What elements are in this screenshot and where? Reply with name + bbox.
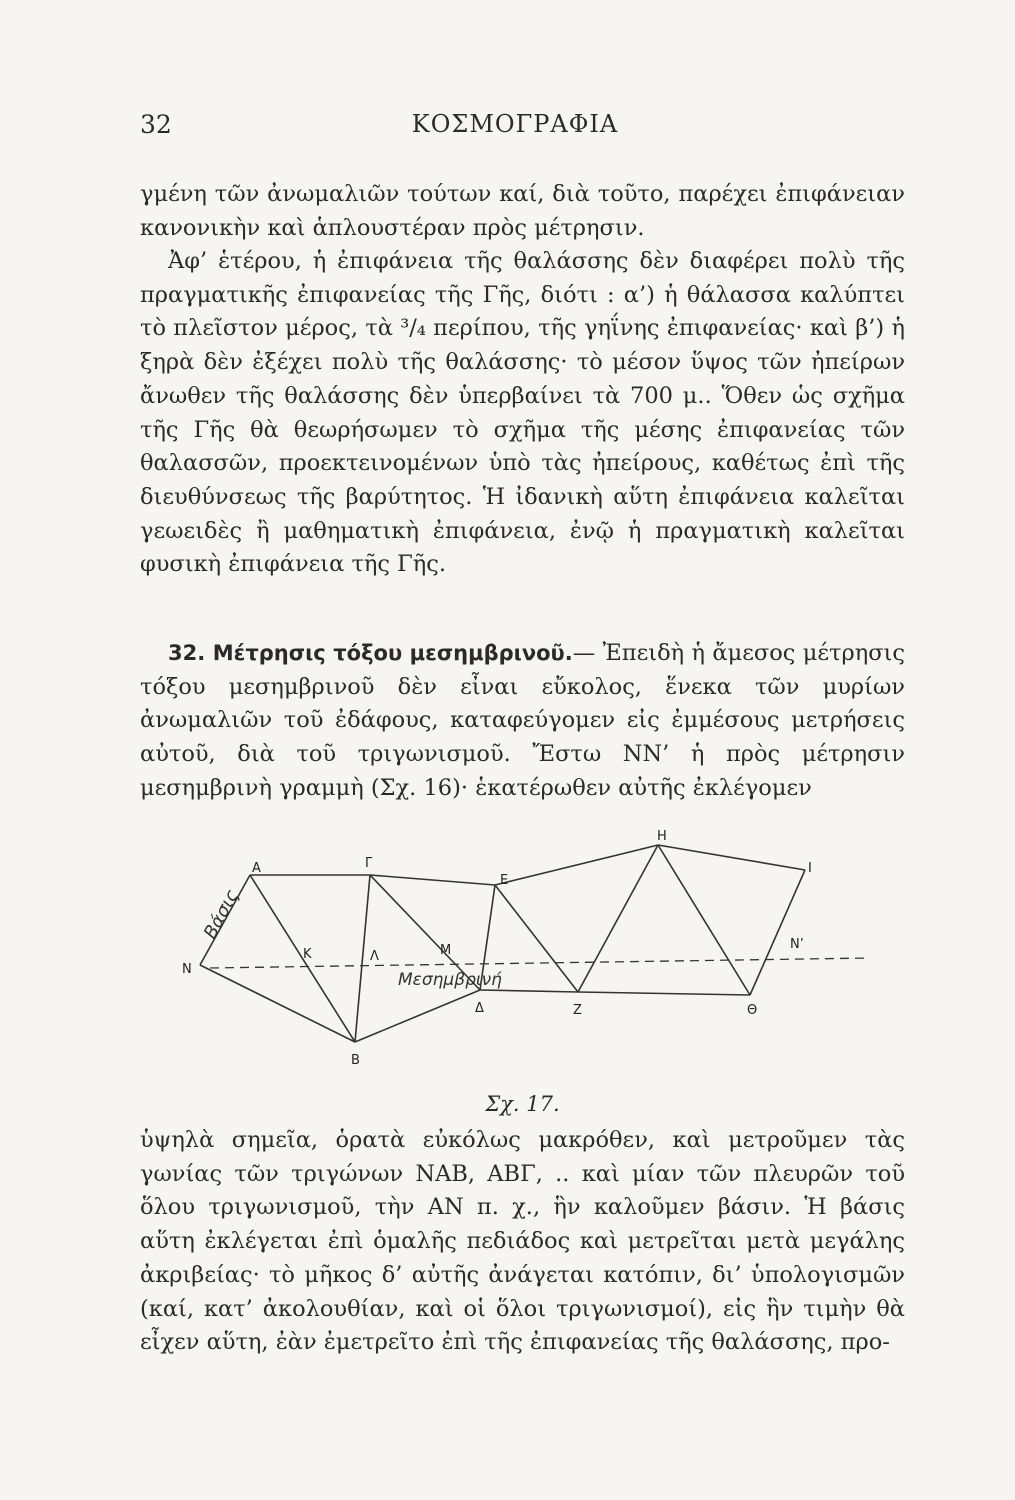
section-title: 32. Μέτρησις τόξου μεσημβρινοῦ.: [168, 641, 573, 665]
label-H: H: [657, 829, 667, 844]
triangulation-diagram: [170, 820, 890, 1090]
label-D: Δ: [475, 1001, 484, 1016]
label-B: B: [351, 1053, 360, 1068]
edge-B-D: [355, 990, 480, 1042]
label-M: M: [440, 943, 452, 958]
edge-H-TH: [658, 845, 750, 995]
edge-Z-TH: [578, 992, 750, 995]
label-Z: Z: [573, 1003, 582, 1018]
edge-G-E: [370, 875, 495, 885]
section-body: — Ἐπειδὴ ἡ ἄμεσος μέτρησις τόξου μεσημβρινοῦ δὲν εἶναι εὔκολος, ἕνεκα τῶν μυρίων ἀνωμαλιῶν τοῦ ἐδάφους, καταφεύγομεν εἰς ἐμμέσους μετρήσεις αὐτοῦ, διὰ τοῦ τριγωνισμοῦ. Ἔστω ΝΝ’ ἡ πρὸς μέτρησιν μεσημβρινὴ γραμμὴ (Σχ. 16)· ἑκατέρωθεν αὐτῆς ἐκλέγομεν: [140, 640, 905, 801]
meridian-label: Μεσημβρινή: [398, 970, 502, 990]
triangulation-figure: [170, 820, 890, 1090]
edge-I-TH: [750, 870, 805, 995]
base-label: Βάσις: [199, 886, 243, 943]
edge-E-H: [495, 845, 658, 885]
paragraph-1: γμένη τῶν ἀνωμαλιῶν τούτων καί, διὰ τοῦτο, παρέχει ἐπιφάνειαν κανονικὴν καὶ ἁπλουστέραν πρὸς μέτρησιν.: [140, 181, 905, 241]
label-A: A: [252, 861, 261, 876]
edge-N-B: [200, 965, 355, 1042]
running-title: ΚΟΣΜΟΓΡΑΦΙΑ: [411, 110, 619, 138]
edge-H-I: [658, 845, 805, 870]
paragraph-2: Ἀφ’ ἑτέρου, ἡ ἐπιφάνεια τῆς θαλάσσης δὲν διαφέρει πολὺ τῆς πραγματικῆς ἐπιφανείας τῆς Γῆς, διότι : α’) ἡ θάλασσα καλύπτει τὸ πλεῖστον μέρος, τὰ ³/₄ περίπου, τῆς γηΐνης ἐπιφανείας· καὶ β’) ἡ ξηρὰ δὲν ἐξέχει πολὺ τῆς θαλάσσης· τὸ μέσον ὕψος τῶν ἠπείρων ἄνωθεν τῆς θαλάσσης δὲν ὑπερβαίνει τὰ 700 μ.. Ὅθεν ὡς σχῆμα τῆς Γῆς θὰ θεωρήσωμεν τὸ σχῆμα τῆς μέσης ἐπιφανείας τῶν θαλασσῶν, προεκτεινομένων ὑπὸ τὰς ἠπείρους, καθέτως ἐπὶ τῆς διευθύνσεως τῆς βαρύτητος. Ἡ ἰδανικὴ αὕτη ἐπιφάνεια καλεῖται γεωειδὲς ἢ μαθηματικὴ ἐπιφάνεια, ἐνῷ ἡ πραγματικὴ καλεῖται φυσικὴ ἐπιφάνεια τῆς Γῆς.: [140, 248, 905, 578]
figure-caption: Σχ. 17.: [485, 1092, 560, 1116]
label-N: N: [182, 962, 192, 977]
label-K: K: [303, 947, 312, 962]
edge-H-Z: [578, 845, 658, 992]
page-number: 32: [140, 110, 172, 139]
label-TH: Θ: [747, 1003, 758, 1018]
paragraph-3: [140, 637, 905, 806]
label-L: Λ: [370, 949, 379, 964]
edge-E-Z: [495, 885, 578, 992]
label-N-prime: N’: [790, 937, 804, 952]
paragraph-4: ὑψηλὰ σημεῖα, ὁρατὰ εὐκόλως μακρόθεν, καὶ μετροῦμεν τὰς γωνίας τῶν τριγώνων ΝΑΒ, ΑΒΓ, .. καὶ μίαν τῶν πλευρῶν τοῦ ὅλου τριγωνισμοῦ, τὴν ΑΝ π. χ., ἣν καλοῦμεν βάσιν. Ἡ βάσις αὕτη ἐκλέγεται ἐπὶ ὁμαλῆς πεδιάδος καὶ μετρεῖται μετὰ μεγάλης ἀκριβείας· τὸ μῆκος δ’ αὐτῆς ἀνάγεται κατόπιν, δι’ ὑπολογισμῶν (καί, κατ’ ἀκολουθίαν, καὶ οἱ ὅλοι τριγωνισμοί), εἰς ἣν τιμὴν θὰ εἶχεν αὕτη, ἐὰν ἐμετρεῖτο ἐπὶ τῆς ἐπιφανείας τῆς θαλάσσης, προ-: [140, 1127, 905, 1356]
edge-D-Z: [480, 990, 578, 992]
page-header: [140, 110, 890, 150]
label-I: I: [808, 861, 812, 876]
label-G: Γ: [365, 856, 373, 871]
label-E: E: [500, 873, 509, 888]
edge-G-B: [355, 875, 370, 1042]
